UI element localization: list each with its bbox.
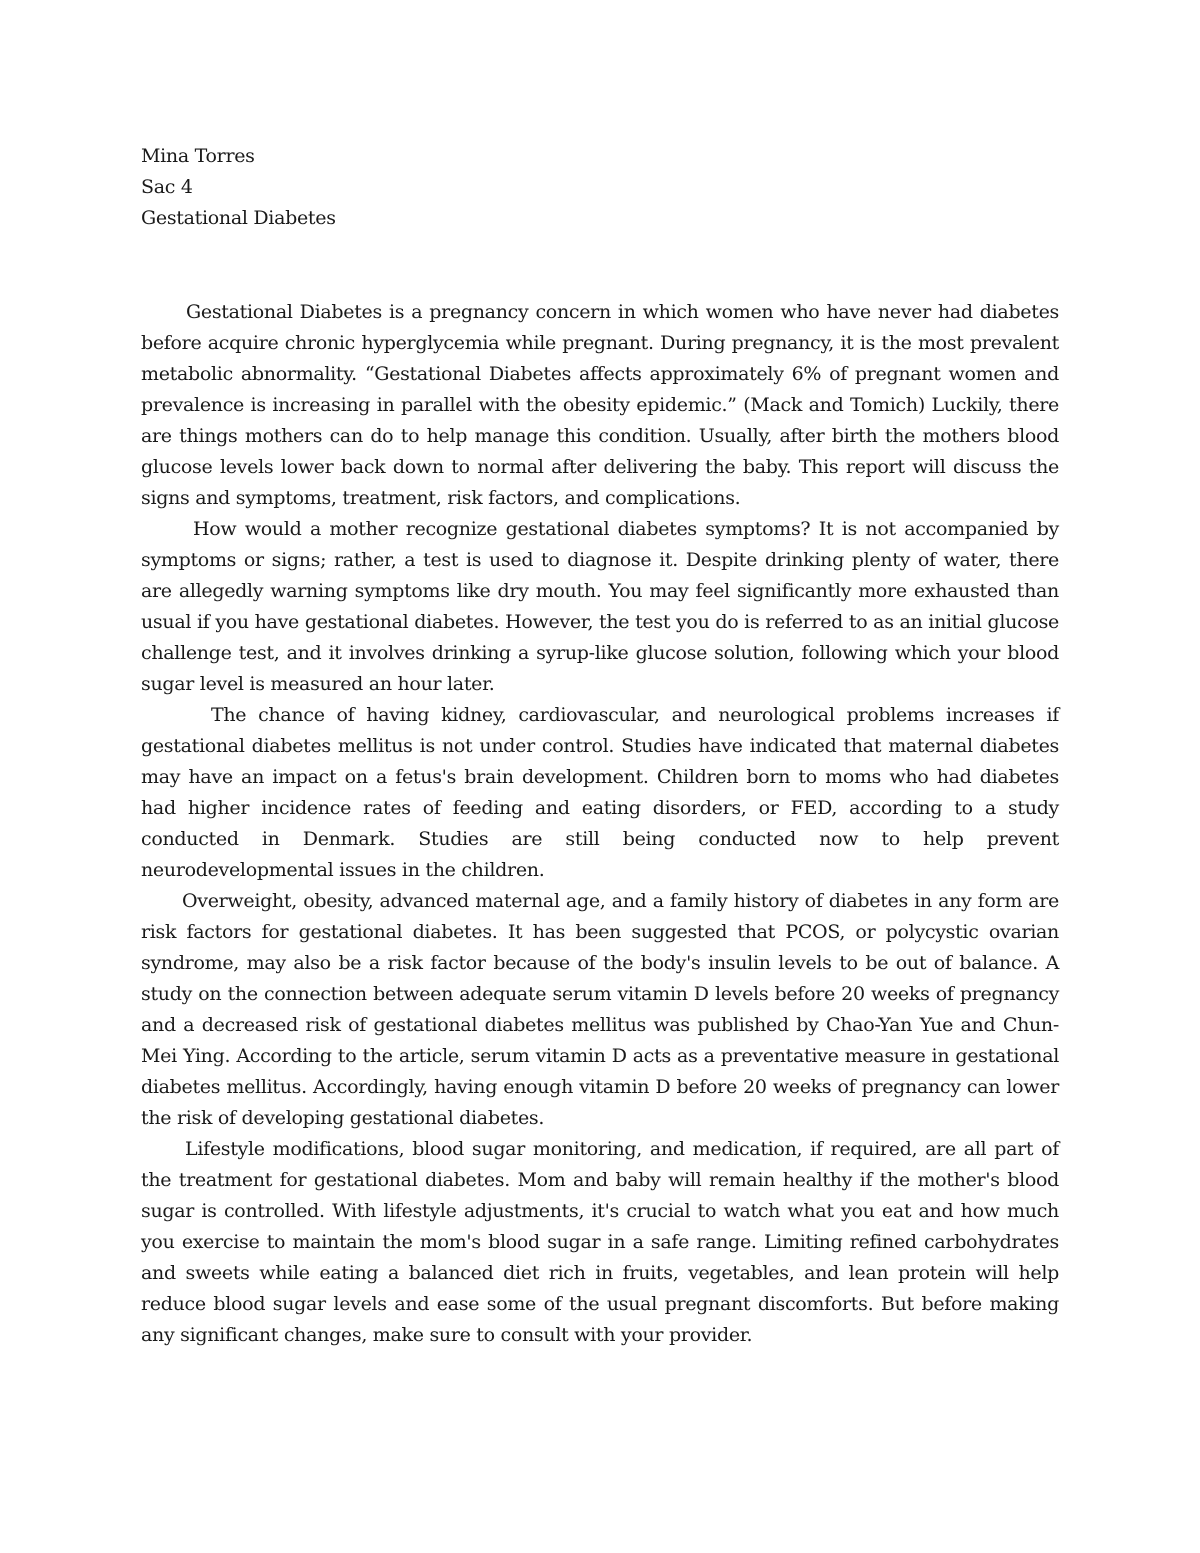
author-name: Mina Torres: [141, 145, 255, 167]
paragraph-introduction: Gestational Diabetes is a pregnancy concern in which women who have never had diabetes before acquire chronic hyperglycemia while pregnant. During pregnancy, it is the most prevalent metabolic abnormality. “Gestational Diabetes affects approximately 6% of pregnant women and prevalence is increasing in parallel with the obesity epidemic.” (Mack and Tomich) Luckily, there are things mothers can do to help manage this condition. Usually, after birth the mothers blood glucose levels lower back down to normal after delivering the baby. This report will discuss the signs and symptoms, treatment, risk factors, and complications.: [141, 301, 1059, 509]
document-title: Gestational Diabetes: [141, 207, 336, 229]
paragraph-treatment: Lifestyle modifications, blood sugar monitoring, and medication, if required, are all part of the treatment for gestational diabetes. Mom and baby will remain healthy if the mother's blood sugar is controlled. With lifestyle adjustments, it's crucial to watch what you eat and how much you exercise to maintain the mom's blood sugar in a safe range. Limiting refined carbohydrates and sweets while eating a balanced diet rich in fruits, vegetables, and lean protein will help reduce blood sugar levels and ease some of the usual pregnant discomforts. But before making any significant changes, make sure to consult with your provider.: [141, 1138, 1059, 1346]
document-header: [141, 141, 1059, 234]
paragraph-risk-factors: Overweight, obesity, advanced maternal age, and a family history of diabetes in any form are risk factors for gestational diabetes. It has been suggested that PCOS, or polycystic ovarian syndrome, may also be a risk factor because of the body's insulin levels to be out of balance. A study on the connection between adequate serum vitamin D levels before 20 weeks of pregnancy and a decreased risk of gestational diabetes mellitus was published by Chao-Yan Yue and Chun-Mei Ying. According to the article, serum vitamin D acts as a preventative measure in gestational diabetes mellitus. Accordingly, having enough vitamin D before 20 weeks of pregnancy can lower the risk of developing gestational diabetes.: [141, 890, 1059, 1129]
paragraph-symptoms: How would a mother recognize gestational diabetes symptoms? It is not accompanied by symptoms or signs; rather, a test is used to diagnose it. Despite drinking plenty of water, there are allegedly warning symptoms like dry mouth. You may feel significantly more exhausted than usual if you have gestational diabetes. However, the test you do is referred to as an initial glucose challenge test, and it involves drinking a syrup-like glucose solution, following which your blood sugar level is measured an hour later.: [141, 518, 1059, 695]
class-name: Sac 4: [141, 176, 193, 198]
document-body: [141, 297, 1059, 1351]
paragraph-complications: The chance of having kidney, cardiovascular, and neurological problems increases if gestational diabetes mellitus is not under control. Studies have indicated that maternal diabetes may have an impact on a fetus's brain development. Children born to moms who had diabetes had higher incidence rates of feeding and eating disorders, or FED, according to a study conducted in Denmark. Studies are still being conducted now to help prevent neurodevelopmental issues in the children.: [141, 704, 1059, 881]
